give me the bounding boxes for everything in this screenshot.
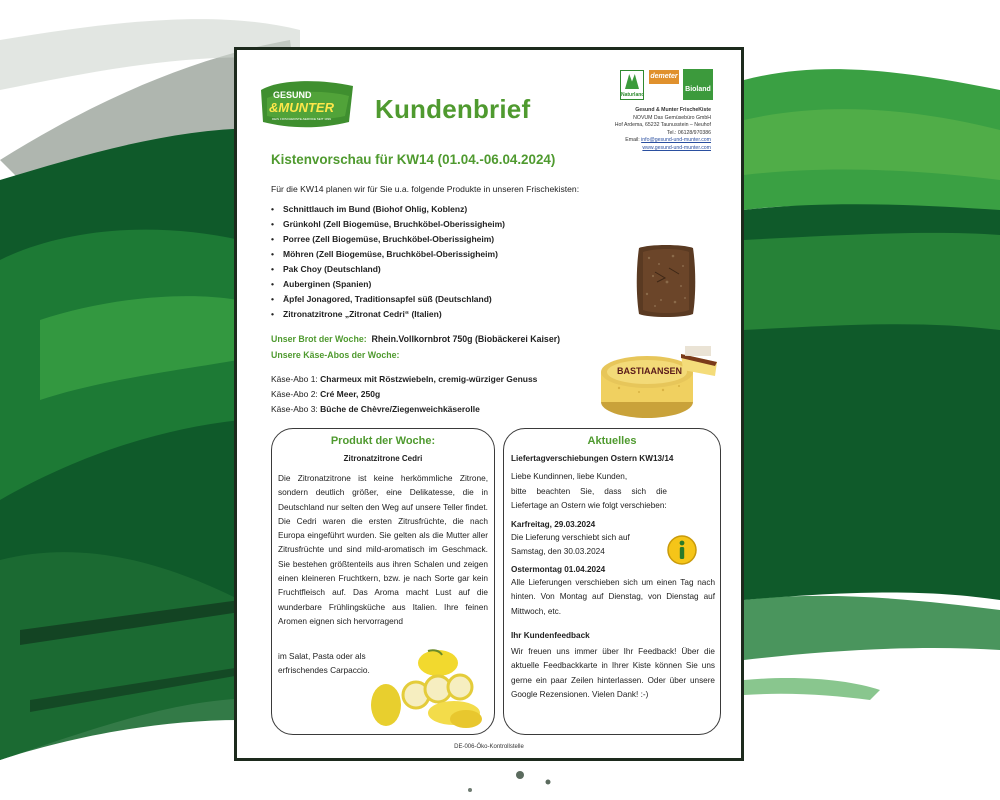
- news-day2: Ostermontag 01.04.2024: [511, 565, 606, 574]
- list-item: • Äpfel Jonagored, Traditionsapfel süß (Deutschland): [271, 292, 505, 307]
- cheese-abo-value: Bûche de Chèvre/Ziegenweichkäserolle: [320, 404, 480, 414]
- bread-value: Rhein.Vollkornbrot 750g (Biobäckerei Kaiser): [371, 334, 561, 344]
- preview-intro: Für die KW14 planen wir für Sie u.a. folgende Produkte in unseren Frischekisten:: [271, 184, 580, 194]
- cheese-abo-value: Charmeux mit Röstzwiebeln, cremig-würziger Genuss: [320, 374, 538, 384]
- contact-company: Gesund & Munter FrischeKiste: [635, 107, 711, 113]
- contact-email-row: [561, 137, 711, 145]
- news-day1-text: Die Lieferung verschiebt sich auf Samstag, den 30.03.2024: [511, 533, 630, 557]
- cheese-brand: BASTIAANSEN: [617, 366, 683, 376]
- cheese-abo-label: Käse-Abo 1:: [271, 374, 321, 384]
- demeter-badge-icon: [649, 70, 679, 84]
- product-of-week-tail: im Salat, Pasta oder als erfrischendes Carpaccio.: [278, 651, 370, 676]
- cheese-abo-row: [271, 372, 537, 387]
- bioland-label: Bioland: [685, 86, 711, 93]
- info-icon: [666, 534, 698, 566]
- product-list: [271, 202, 505, 322]
- cheese-heading: Unsere Käse-Abos der Woche:: [271, 350, 400, 360]
- preview-heading: Kistenvorschau für KW14 (01.04.-06.04.2024): [271, 152, 556, 167]
- contact-email-link[interactable]: info@gesund-und-munter.com: [641, 137, 711, 144]
- contact-tel: Tel.: 06128/970386: [666, 129, 711, 136]
- list-item: • Grünkohl (Zell Biogemüse, Bruchköbel-Oberissigheim): [271, 217, 505, 232]
- news-day1: Karfreitag, 29.03.2024: [511, 520, 596, 529]
- bread-image: [635, 242, 697, 320]
- cheese-image: [599, 342, 721, 422]
- news-intro: bitte beachten Sie, dass sich die Liefertage an Ostern wie folgt verschieben:: [511, 487, 667, 511]
- list-item: • Auberginen (Spanien): [271, 277, 505, 292]
- citron-image: [368, 649, 486, 731]
- certification-badges: [617, 68, 717, 102]
- feedback-heading: Ihr Kundenfeedback: [511, 631, 590, 640]
- product-of-week-text: Die Zitronatzitrone ist keine herkömmliche Zitrone, sondern deutlich größer, eine Delikatesse, die in Deutschland nur selten den Weg auf unsere Teller findet. Die Cedri waren die ersten Zitrusfrüchte, die nach Europa eingeführt wurden. Sie gelten als die Mutter aller Zitrusfrüchte und sind mild-aromatisch im Geschmack. Sie bestehen größtenteils aus ihren Schalen und zeigen einen kleineren Fruchtkern, bzw. je nach Sorte gar kein Fruchtfleisch auf. Das Aroma macht Lust auf die wunderbare Frühlingsküche aus Italien. Ihre feinen Aromen eignen sich hervorragend: [278, 473, 488, 626]
- cheese-abo-row: [271, 402, 537, 417]
- cheese-abo-row: [271, 387, 537, 402]
- cheese-abos: [271, 372, 537, 417]
- contact-email-label: Email:: [625, 137, 642, 144]
- contact-block: [561, 107, 711, 153]
- list-item: • Schnittlauch im Bund (Biohof Ohlig, Koblenz): [271, 202, 505, 217]
- list-item: • Zitronatzitrone „Zitronat Cedri“ (Italien): [271, 307, 505, 322]
- news-subheading: Liefertagverschiebungen Ostern KW13/14: [511, 454, 674, 463]
- news-greeting: Liebe Kundinnen, liebe Kunden,: [511, 472, 628, 481]
- news-day2-text: Alle Lieferungen verschieben sich um einen Tag nach hinten. Von Montag auf Dienstag, von Dienstag auf Mittwoch, etc.: [511, 578, 715, 616]
- logo-line2: &MUNTER: [269, 100, 334, 115]
- feedback-text: Wir freuen uns immer über Ihr Feedback! Über die aktuelle Feedbackkarte in Ihrer Kiste können Sie uns gerne ein paar Zeilen hinterlassen. Oder über unsere Google Rezensionen. Vielen Dank! :-): [511, 647, 715, 699]
- bioland-badge-icon: [683, 69, 713, 100]
- logo-tagline: DEIN FRISCHEKISTE-SERVICE SEIT 1999: [272, 117, 331, 121]
- contact-line1: NOVUM Das Gemüsebüro GmbH: [633, 114, 711, 121]
- customer-letter-page: [234, 47, 744, 761]
- naturland-label: Naturland: [621, 92, 645, 98]
- page-title: Kundenbrief: [375, 94, 531, 124]
- news-panel: [503, 428, 721, 735]
- list-item: • Möhren (Zell Biogemüse, Bruchköbel-Oberissigheim): [271, 247, 505, 262]
- list-item: • Pak Choy (Deutschland): [271, 262, 505, 277]
- product-of-week-heading: Produkt der Woche:: [330, 435, 436, 447]
- gesund-munter-logo: [257, 76, 357, 132]
- contact-web-link[interactable]: www.gesund-und-munter.com: [642, 144, 711, 151]
- demeter-label: demeter: [650, 73, 678, 80]
- product-of-week-subheading: Zitronatzitrone Cedri: [343, 454, 423, 463]
- bread-of-week: [271, 334, 560, 344]
- logo-line1: GESUND: [273, 90, 312, 100]
- product-of-week-panel: [271, 428, 495, 735]
- bread-label: Unser Brot der Woche:: [271, 334, 367, 344]
- news-heading: Aktuelles: [587, 435, 637, 447]
- cheese-abo-label: Käse-Abo 3:: [271, 404, 321, 414]
- cheese-abo-value: Cré Meer, 250g: [320, 389, 381, 399]
- cheese-abo-label: Käse-Abo 2:: [271, 389, 321, 399]
- naturland-badge-icon: [620, 70, 644, 100]
- contact-line2: Hof Ardema, 65232 Taunusstein – Neuhof: [614, 122, 711, 129]
- list-item: • Porree (Zell Biogemüse, Bruchköbel-Oberissigheim): [271, 232, 505, 247]
- footer-control-body: DE-006-Öko-Kontrollstelle: [454, 744, 524, 750]
